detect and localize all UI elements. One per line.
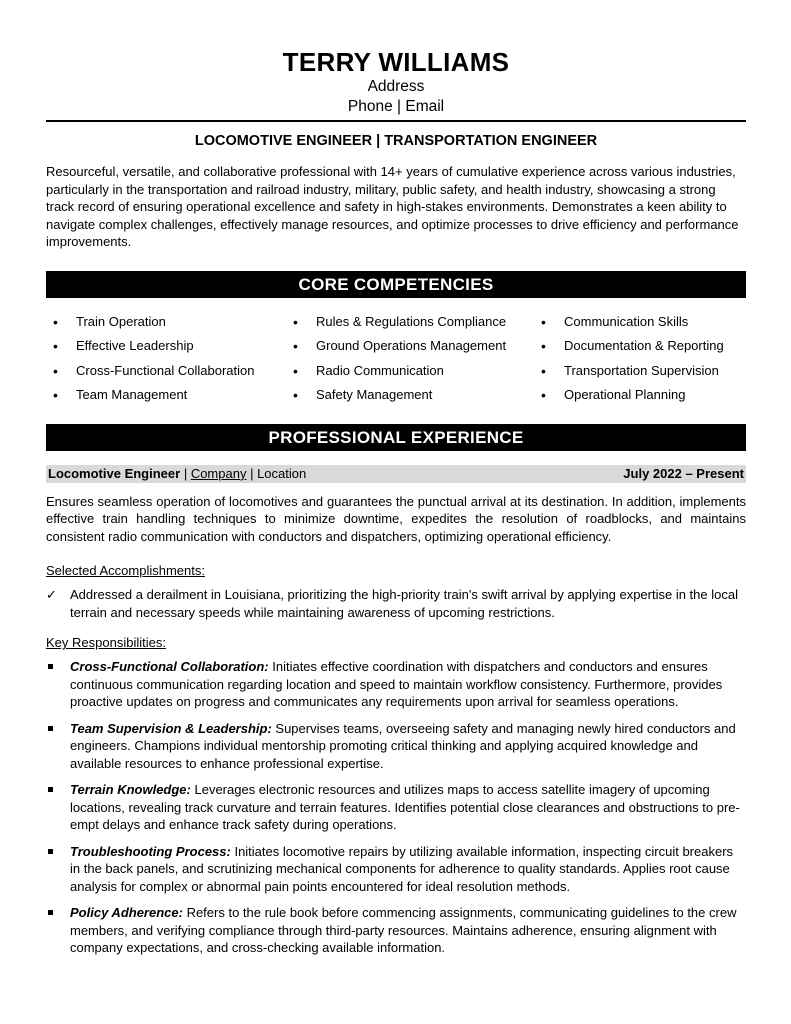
- responsibility-item: [46, 720, 746, 773]
- candidate-name: TERRY WILLIAMS: [282, 47, 510, 77]
- job-dates: July 2022 – Present: [623, 465, 744, 481]
- competencies-grid: [46, 310, 746, 408]
- job-description: Ensures seamless operation of locomotives and guarantees the punctual arrival at its destination. In addition, implements effective train handling techniques to minimize downtime, expedites the resolution of roadblocks, and maintains consistent radio communication with conductors and dispatchers, optimizing operational efficiency.: [46, 493, 746, 544]
- job-header: [46, 465, 746, 483]
- address-line: Address: [367, 78, 425, 95]
- accomplishments-list: [46, 586, 746, 621]
- job-title: Locomotive Engineer: [48, 465, 181, 481]
- square-bullet-icon: [48, 910, 53, 915]
- responsibility-label: Cross-Functional Collaboration:: [70, 659, 269, 675]
- accomplishment-text: Addressed a derailment in Louisiana, prioritizing the high-priority train's swift arrival by applying expertise in the local terrain and necessary speeds while maintaining awareness of upcoming restrictions.: [70, 587, 738, 620]
- competency-item: • Transportation Supervision: [534, 359, 746, 384]
- professional-headline: LOCOMOTIVE ENGINEER | TRANSPORTATION ENGINEER: [194, 133, 598, 149]
- responsibility-text: Leverages electronic resources and utilizes maps to access satellite imagery of upcoming locations, revealing track curvature and terrain features. Identifies potential close clearances and obstructions to pre-empt delays and enhance track safety during operations.: [70, 782, 740, 833]
- competency-item: • Radio Communication: [286, 359, 534, 384]
- resume-page: [46, 0, 746, 957]
- competencies-column-1: [46, 310, 286, 408]
- responsibility-label: Troubleshooting Process:: [70, 843, 231, 859]
- square-bullet-icon: [48, 849, 53, 854]
- accomplishments-heading: Selected Accomplishments:: [46, 563, 205, 579]
- square-bullet-icon: [48, 726, 53, 731]
- competencies-column-3: [534, 310, 746, 408]
- job-info: [48, 465, 306, 483]
- competency-item: • Team Management: [46, 383, 286, 408]
- competency-item: • Cross-Functional Collaboration: [46, 359, 286, 384]
- responsibility-item: [46, 781, 746, 834]
- checkmark-icon: ✓: [46, 587, 57, 603]
- professional-experience-heading: PROFESSIONAL EXPERIENCE: [46, 424, 746, 451]
- responsibility-label: Team Supervision & Leadership:: [70, 720, 272, 736]
- responsibility-item: [46, 904, 746, 957]
- core-competencies-heading: CORE COMPETENCIES: [46, 271, 746, 298]
- accomplishment-item: [46, 586, 746, 621]
- job-separator: |: [246, 465, 258, 481]
- responsibility-text: Supervises teams, overseeing safety and managing newly hired conductors and engineers. Champions individual mentorship promoting critical thinking and applying acquired knowledge and available resources to enhance professional expertise.: [70, 720, 736, 771]
- competency-item: • Ground Operations Management: [286, 334, 534, 359]
- competencies-column-2: [286, 310, 534, 408]
- responsibility-item: [46, 658, 746, 711]
- square-bullet-icon: [48, 664, 53, 669]
- competency-item: • Effective Leadership: [46, 334, 286, 359]
- job-separator: |: [180, 465, 191, 481]
- competency-item: • Rules & Regulations Compliance: [286, 310, 534, 335]
- responsibility-label: Policy Adherence:: [70, 905, 183, 921]
- job-location: Location: [257, 465, 307, 481]
- square-bullet-icon: [48, 787, 53, 792]
- competency-item: • Train Operation: [46, 310, 286, 335]
- contact-line: Phone | Email: [347, 98, 445, 115]
- responsibility-text: Initiates locomotive repairs by utilizing available information, inspecting circuit breakers in the back panels, and scrutinizing mechanical components for adherence to quality standards. Applies root cause analysis for complex or abnormal pain points encountered for ideal resolution methods.: [70, 843, 734, 894]
- responsibility-text: Initiates effective coordination with dispatchers and conductors and ensures continuous communication regarding location and speed to maintain workflow consistency. Furthermore, provides proactive updates on progress and communicates any requirements upon arrival for seamless operations.: [70, 659, 723, 710]
- responsibilities-heading: Key Responsibilities:: [46, 635, 166, 651]
- responsibility-item: [46, 843, 746, 896]
- responsibilities-list: [46, 658, 746, 957]
- competency-item: • Communication Skills: [534, 310, 746, 335]
- summary-paragraph: Resourceful, versatile, and collaborative professional with 14+ years of cumulative experience across various industries, particularly in the transportation and railroad industry, military, public safety, and health industry, showcasing a strong track record of ensuring operational excellence and safety in high-stakes environments. Demonstrates a keen ability to navigate complex challenges, effectively manage resources, and optimize processes to drive efficiency and performance improvements.: [46, 164, 739, 249]
- responsibility-text: Refers to the rule book before commencing assignments, communicating guidelines to the crew members, and verifying compliance through third-party resources. Maintains adherence, ensuring alignment with company expectations, and cross-checking available information.: [70, 905, 737, 956]
- competency-item: • Safety Management: [286, 383, 534, 408]
- competency-item: • Documentation & Reporting: [534, 334, 746, 359]
- header-divider: [46, 120, 746, 122]
- company-name: Company: [190, 465, 247, 481]
- responsibility-label: Terrain Knowledge:: [70, 782, 191, 798]
- competency-item: • Operational Planning: [534, 383, 746, 408]
